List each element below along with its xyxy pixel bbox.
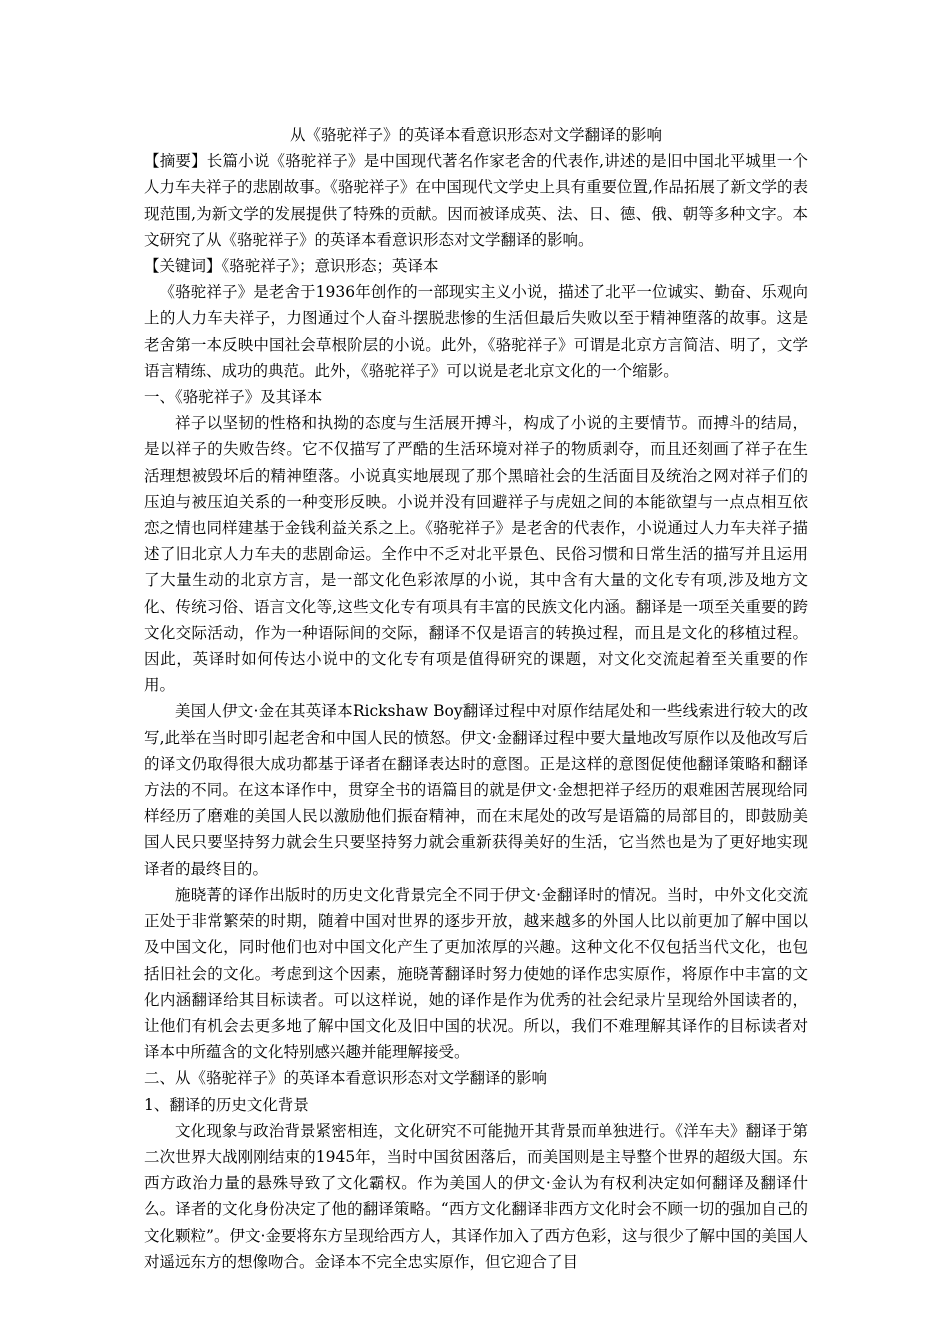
section-1-paragraph-1: 祥子以坚韧的性格和执拗的态度与生活展开搏斗，构成了小说的主要情节。而搏斗的结局，是以祥子的失败告终。它不仅描写了严酷的生活环境对祥子的物质剥夺，而且还刻画了祥子在生活理想被毁坏后的精神堕落。小说真实地展现了那个黑暗社会的生活面目及统治之网对祥子们的压迫与被压迫关系的一种变形反映。小说并没有回避祥子与虎妞之间的本能欲望与一点点相互依恋之情也同样建基于金钱利益关系之上。《骆驼祥子》是老舍的代表作，小说通过人力车夫祥子描述了旧北京人力车夫的悲剧命运。全作中不乏对北平景色、民俗习惯和日常生活的描写并且运用了大量生动的北京方言，是一部文化色彩浓厚的小说，其中含有大量的文化专有项,涉及地方文化、传统习俗、语言文化等,这些文化专有项具有丰富的民族文化内涵。翻译是一项至关重要的跨文化交际活动，作为一种语际间的交际，翻译不仅是语言的转换过程，而且是文化的移植过程。因此，英译时如何传达小说中的文化专有项是值得研究的课题，对文化交流起着至关重要的作用。	[144, 414, 808, 695]
section-1-heading: 一、《骆驼祥子》及其译本	[144, 388, 323, 407]
document-title: 从《骆驼祥子》的英译本看意识形态对文学翻译的影响	[289, 126, 662, 144]
document-page	[144, 122, 808, 1275]
section-1-paragraph-3: 施晓菁的译作出版时的历史文化背景完全不同于伊文·金翻译时的情况。当时，中外文化交流正处于非常繁荣的时期，随着中国对世界的逐步开放，越来越多的外国人比以前更加了解中国以及中国文化，同时他们也对中国文化产生了更加浓厚的兴趣。这种文化不仅包括当代文化，也包括旧社会的文化。考虑到这个因素，施晓菁翻译时努力使她的译作忠实原作，将原作中丰富的文化内涵翻译给其目标读者。可以这样说，她的译作是作为优秀的社会纪录片呈现给外国读者的，让他们有机会去更多地了解中国文化及旧中国的状况。所以，我们不难理解其译作的目标读者对译本中所蕴含的文化特别感兴趣并能理解接受。	[144, 885, 808, 1062]
keywords-line: 【关键词】《骆驼祥子》；意识形态；英译本	[144, 257, 439, 276]
subsection-1-heading: 1、翻译的历史文化背景	[144, 1095, 309, 1114]
subsection-1-paragraph-1: 文化现象与政治背景紧密相连，文化研究不可能抛开其背景而单独进行。《洋车夫》翻译于第二次世界大战刚刚结束的1945年，当时中国贫困落后，而美国则是主导整个世界的超级大国。东西方政治力量的悬殊导致了文化霸权。作为美国人的伊文·金认为有权利决定如何翻译及翻译什么。译者的文化身份决定了他的翻译策略。“西方文化翻译非西方文化时会不顾一切的强加自己的文化颗粒”。伊文·金要将东方呈现给西方人，其译作加入了西方色彩，这与很少了解中国的美国人对遥远东方的想像吻合。金译本不完全忠实原作，但它迎合了目	[144, 1121, 808, 1271]
abstract-paragraph: 【摘要】长篇小说《骆驼祥子》是中国现代著名作家老舍的代表作,讲述的是旧中国北平城里一个人力车夫祥子的悲剧故事。《骆驼祥子》在中国现代文学史上具有重要位置,作品拓展了新文学的表现范围,为新文学的发展提供了特殊的贡献。因而被译成英、法、日、德、俄、朝等多种文字。本文研究了从《骆驼祥子》的英译本看意识形态对文学翻译的影响。	[144, 152, 808, 249]
intro-paragraph: 《骆驼祥子》是老舍于1936年创作的一部现实主义小说，描述了北平一位诚实、勤奋、乐观向上的人力车夫祥子，力图通过个人奋斗摆脱悲惨的生活但最后失败以至于精神堕落的故事。这是老舍第一本反映中国社会草根阶层的小说。此外，《骆驼祥子》可谓是北京方言简洁、明了，文学语言精练、成功的典范。此外，《骆驼祥子》可以说是老北京文化的一个缩影。	[144, 283, 808, 380]
section-2-heading: 二、从《骆驼祥子》的英译本看意识形态对文学翻译的影响	[144, 1069, 548, 1088]
section-1-paragraph-2: 美国人伊文·金在其英译本Rickshaw Boy翻译过程中对原作结尾处和一些线索进行较大的改写,此举在当时即引起老舍和中国人民的愤怒。伊文·金翻译过程中要大量地改写原作以及他改写后的译文仍取得很大成功都基于译者在翻译表达时的意图。正是这样的意图促使他翻译策略和翻译方法的不同。在这本译作中，贯穿全书的语篇目的就是伊文·金想把祥子经历的艰难困苦展现给同样经历了磨难的美国人民以激励他们振奋精神，而在末尾处的改写是语篇的局部目的，即鼓励美国人民只要坚持努力就会生只要坚持努力就会重新获得美好的生活，它当然也是为了更好地实现译者的最终目的。	[144, 702, 808, 878]
